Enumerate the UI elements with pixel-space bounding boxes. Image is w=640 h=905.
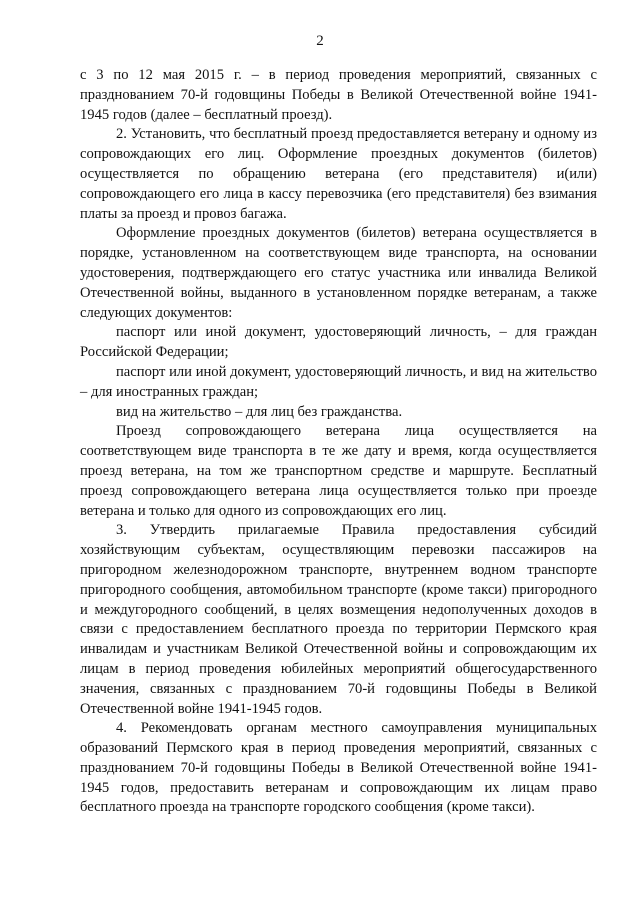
paragraph-item-2: 2. Установить, что бесплатный проезд предоставляется ветерану и одному из сопровождающих его лиц. Оформление проездных документов (билетов) осуществляется по обращению ветерана (его представителя) и(или) сопровождающего его лица в кассу перевозчика (его представителя) без взимания платы за проезд и провоз багажа. — [80, 126, 597, 222]
paragraph-stateless: вид на жительство – для лиц без гражданства. — [116, 403, 403, 420]
paragraph-escort: Проезд сопровождающего ветерана лица осуществляется на соответствующем виде транспорта в те же дату и время, когда осуществляется проезд ветерана, на том же транспортном средстве и маршруте. Бесплатный проезд сопровождающего ветерана лица осуществляется только при проезде ветерана и только для одного из сопровождающих его лиц. — [80, 423, 597, 519]
paragraph-foreign-citizens: паспорт или иной документ, удостоверяющий личность, и вид на жительство – для иностранных граждан; — [80, 363, 597, 400]
paragraph-continuation: с 3 по 12 мая 2015 г. – в период проведения мероприятий, связанных с празднованием 70-й годовщины Победы в Великой Отечественной войне 1941-1945 годов (далее – бесплатный проезд). — [80, 67, 597, 123]
paragraph-documents: Оформление проездных документов (билетов) ветерана осуществляется в порядке, установленном на соответствующем виде транспорта, на основании удостоверения, подтверждающего его статус участника или инвалида Великой Отечественной войны, выданного в установленном порядке ветеранам, а также следующих документов: — [80, 225, 597, 321]
document-body — [80, 66, 597, 818]
page-number: 2 — [316, 33, 324, 49]
paragraph-item-3: 3. Утвердить прилагаемые Правила предоставления субсидий хозяйствующим субъектам, осуществляющим перевозки пассажиров на пригородном железнодорожном транспорте, внутреннем водном транспорте пригородного сообщения, автомобильном транспорте (кроме такси) пригородного и междугородного сообщений, в целях возмещения недополученных доходов в связи с предоставлением бесплатного проезда по территории Пермского края инвалидам и участникам Великой Отечественной войны и сопровождающим их лицам в период проведения юбилейных мероприятий общегосударственного значения, связанных с празднованием 70-й годовщины Победы в Великой Отечественной войне 1941-1945 годов. — [80, 522, 597, 717]
paragraph-russian-citizens: паспорт или иной документ, удостоверяющий личность, – для граждан Российской Федерации; — [80, 324, 597, 361]
paragraph-item-4: 4. Рекомендовать органам местного самоуправления муниципальных образований Пермского края в период проведения мероприятий, связанных с празднованием 70-й годовщины Победы в Великой Отечественной войне 1941-1945 годов, предоставить ветеранам и сопровождающим их лицам право бесплатного проезда на транспорте городского сообщения (кроме такси). — [80, 720, 597, 816]
